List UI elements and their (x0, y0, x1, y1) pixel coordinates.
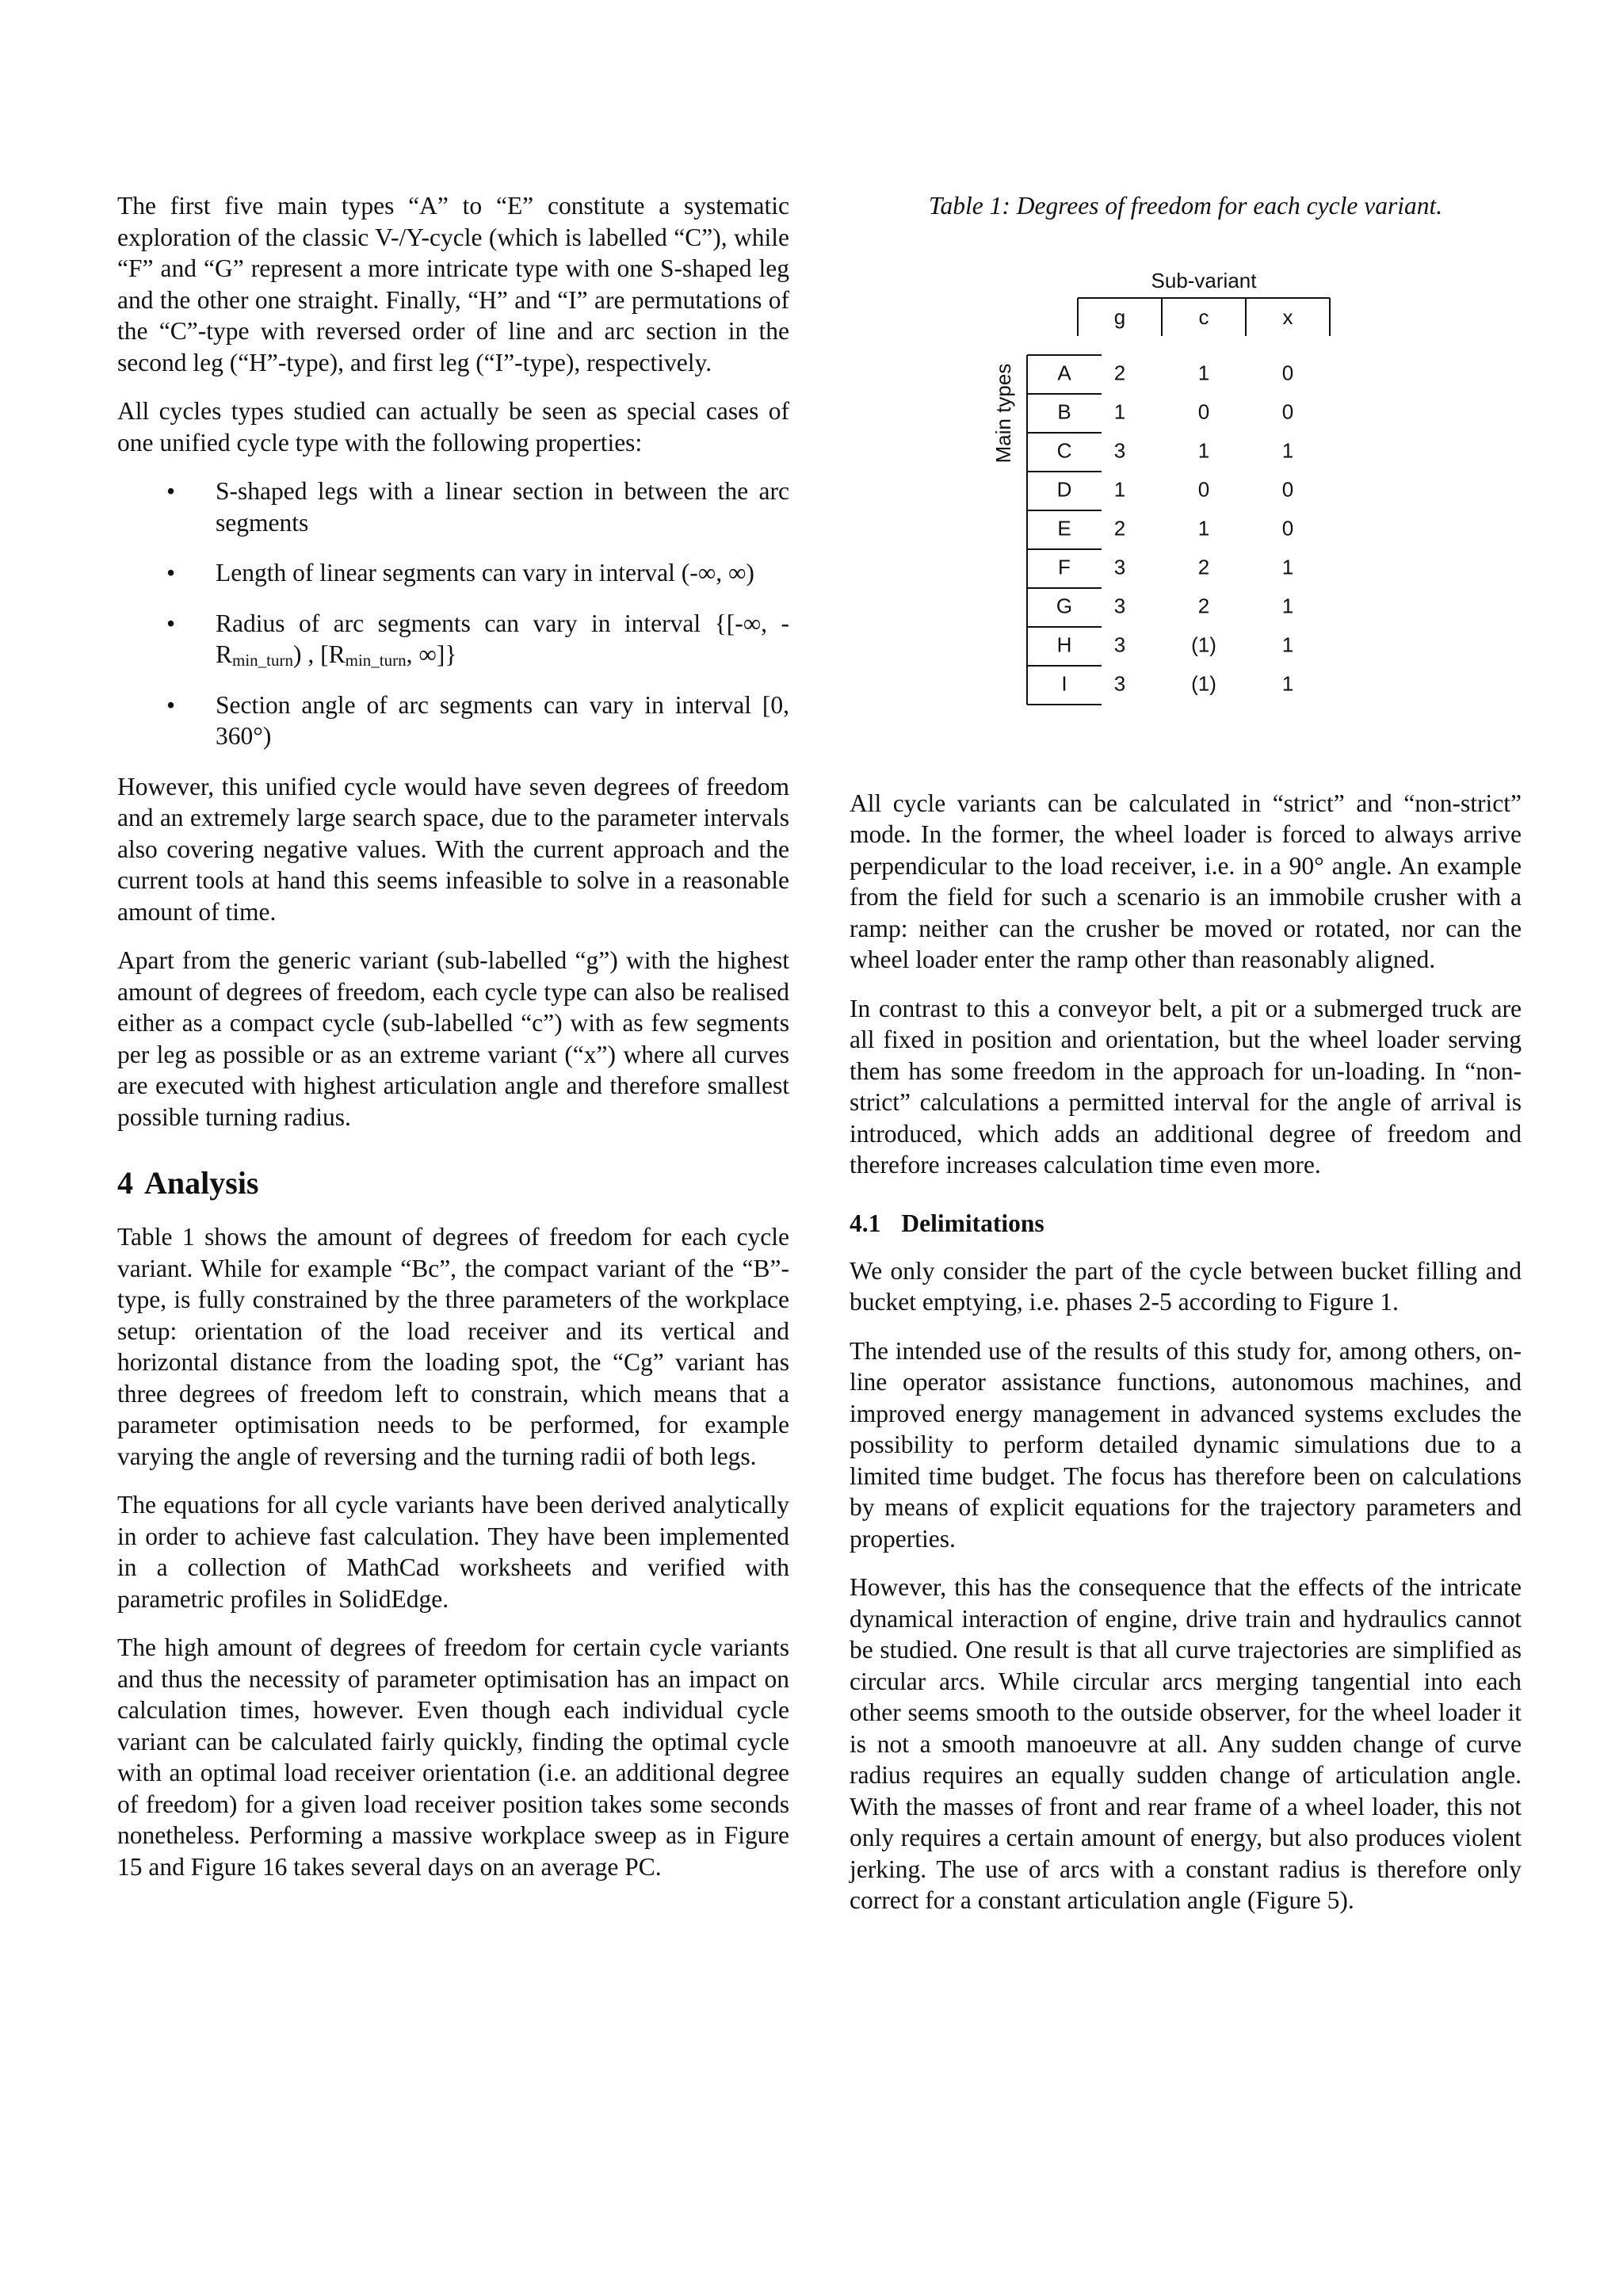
table-cell: 0 (1197, 399, 1210, 423)
table-cell: 3 (1113, 670, 1126, 695)
row-header: I (1061, 670, 1067, 695)
list-item (117, 608, 789, 670)
column-group-label: Sub-variant (1151, 268, 1257, 292)
table-cell: 1 (1197, 515, 1210, 540)
column-header: c (1198, 304, 1209, 329)
table-cell: 2 (1113, 360, 1126, 384)
bullet-icon: • (166, 690, 176, 719)
left-column (117, 190, 789, 1900)
table-cell: 1 (1197, 360, 1210, 384)
table-cell: 1 (1281, 554, 1294, 579)
text-run: , ∞]} (406, 640, 457, 668)
paragraph: However, this has the consequence that the effects of the intricate dynamical interaction of engine, drive train and hydraulics cannot be studied. One result is that all curve trajectories are simplified as circular arcs. While circular arcs merging tangential into each other seems smooth to the outside observer, for the wheel loader it is not a smooth manoeuvre at all. Any sudden change of curve radius requires an equally sudden change of articulation angle. With the masses of front and rear frame of a wheel loader, this not only requires a certain amount of energy, but also produces violent jerking. The use of arcs with a constant radius is therefore only correct for a constant articulation angle (Figure 5). (850, 1573, 1522, 1914)
table-cell: 3 (1113, 593, 1126, 617)
table-cell: 2 (1197, 554, 1210, 579)
dof-table-graphic (850, 254, 1522, 777)
list-item-text (216, 609, 789, 669)
table-cell: (1) (1191, 632, 1216, 656)
subsection-heading (850, 1208, 1522, 1240)
text-run: Radius of arc segments can vary in interval {[-∞, -R (216, 609, 789, 668)
list-item-text: S-shaped legs with a linear section in between the arc segments (216, 477, 789, 537)
text-run: ) , [R (293, 640, 346, 668)
paragraph: The equations for all cycle variants have been derived analytically in order to achieve fast calculation. They have been implemented in a collection of MathCad worksheets and verified with parametric profiles in SolidEdge. (117, 1491, 789, 1613)
section-title: Analysis (144, 1165, 259, 1201)
table-cell: 1 (1281, 437, 1294, 462)
list-item (117, 476, 789, 538)
table-cell: 0 (1281, 515, 1294, 540)
dof-table (850, 254, 1522, 777)
row-group-label: Main types (991, 363, 1015, 463)
row-header: H (1056, 632, 1072, 656)
paragraph: Apart from the generic variant (sub-labelled “g”) with the highest amount of degrees of freedom, each cycle type can also be realised either as a compact cycle (sub-labelled “c”) with as few segments per leg as possible or as an extreme variant (“x”) where all curves are executed with highest articulation angle and therefore smallest possible turning radius. (117, 946, 789, 1131)
table-cell: 2 (1197, 593, 1210, 617)
subsection-title: Delimitations (901, 1209, 1044, 1237)
paragraph: Table 1 shows the amount of degrees of freedom for each cycle variant. While for example “Bc”, the compact variant of the “B”-type, is fully constrained by the three parameters of the workplace setup: orientation of the load receiver and its vertical and horizontal distance from the loading spot, the “Cg” variant has three degrees of freedom left to constrain, which means that a parameter optimisation needs to be performed, for example varying the angle of reversing and the turning radii of both legs. (117, 1223, 789, 1470)
table-cell: 0 (1281, 476, 1294, 501)
table-cell: 0 (1197, 476, 1210, 501)
table-cell: 3 (1113, 632, 1126, 656)
list-item-text: Length of linear segments can vary in interval (-∞, ∞) (216, 559, 754, 586)
column-header: g (1113, 304, 1126, 329)
list-item-text: Section angle of arc segments can vary in interval [0, 360°) (216, 690, 789, 750)
right-column (850, 190, 1522, 1934)
row-header: B (1057, 399, 1071, 423)
bullet-icon: • (166, 609, 176, 637)
paragraph: In contrast to this a conveyor belt, a pit or a submerged truck are all fixed in position and orientation, but the wheel loader serving them has some freedom in the approach for un-loading. In “non-strict” calculations a permitted interval for the angle of arrival is introduced, which adds an additional degree of freedom and therefore increases calculation time even more. (850, 994, 1522, 1179)
row-header: D (1056, 476, 1072, 501)
paragraph: All cycle variants can be calculated in “strict” and “non-strict” mode. In the former, the wheel loader is forced to always arrive perpendicular to the load receiver, i.e. in a 90° angle. An example from the field for such a scenario is an immobile crusher with a ramp: neither can the crusher be moved or rotated, nor can the wheel loader enter the ramp other than reasonably aligned. (850, 789, 1522, 973)
row-header: G (1056, 593, 1073, 617)
paragraph: We only consider the part of the cycle between bucket filling and bucket emptying, i.e. phases 2-5 according to Figure 1. (850, 1256, 1522, 1316)
table-cell: 2 (1113, 515, 1126, 540)
list-item (117, 690, 789, 752)
section-number: 4 (117, 1165, 133, 1201)
section-heading (117, 1164, 789, 1202)
paragraph: All cycles types studied can actually be seen as special cases of one unified cycle type with the following properties: (117, 397, 789, 457)
row-header: E (1057, 515, 1071, 540)
table-cell: 3 (1113, 554, 1126, 579)
table-cell: 1 (1281, 632, 1294, 656)
list-item (117, 557, 789, 589)
paragraph: However, this unified cycle would have seven degrees of freedom and an extremely large search space, due to the parameter intervals also covering negative values. With the current approach and the current tools at hand this seems infeasible to solve in a reasonable amount of time. (117, 772, 789, 926)
table-cell: 0 (1281, 399, 1294, 423)
row-header: A (1057, 360, 1071, 384)
table-cell: 3 (1113, 437, 1126, 462)
subsection-number: 4.1 (850, 1209, 881, 1237)
table-cell: 0 (1281, 360, 1294, 384)
paragraph: The first five main types “A” to “E” constitute a systematic exploration of the classic V-/Y-cycle (which is labelled “C”), while “F” and “G” represent a more intricate type with one S-shaped leg and the other one straight. Finally, “H” and “I” are permutations of the “C”-type with reversed order of line and arc section in the second leg (“H”-type), and first leg (“I”-type), respectively. (117, 192, 789, 376)
property-list (117, 476, 789, 752)
subscript: min_turn (232, 651, 294, 670)
paragraph: The high amount of degrees of freedom for certain cycle variants and thus the necessity of parameter optimisation has an impact on calculation times, however. Even though each individual cycle variant can be calculated fairly quickly, finding the optimal cycle with an optimal load receiver orientation (i.e. an additional degree of freedom) for a given load receiver position takes some seconds nonetheless. Performing a massive workplace sweep as in Figure 15 and Figure 16 takes several days on an average PC. (117, 1633, 789, 1881)
table-cell: 1 (1197, 437, 1210, 462)
table-cell: 1 (1113, 399, 1126, 423)
table-cell: 1 (1113, 476, 1126, 501)
bullet-icon: • (166, 559, 176, 586)
table-cell: 1 (1281, 593, 1294, 617)
table-caption: Table 1: Degrees of freedom for each cycle variant. (928, 192, 1443, 220)
table-cell: 1 (1281, 670, 1294, 695)
bullet-icon: • (166, 477, 176, 505)
subscript: min_turn (345, 651, 407, 670)
column-header: x (1282, 304, 1293, 329)
table-cell: (1) (1191, 670, 1216, 695)
row-header: F (1058, 554, 1071, 579)
row-header: C (1056, 437, 1072, 462)
paragraph: The intended use of the results of this study for, among others, on-line operator assistance functions, autonomous machines, and improved energy management in advanced systems excludes the possibility to perform detailed dynamic simulations due to a limited time budget. The focus has therefore been on calculations by means of explicit equations for the trajectory parameters and properties. (850, 1336, 1522, 1553)
